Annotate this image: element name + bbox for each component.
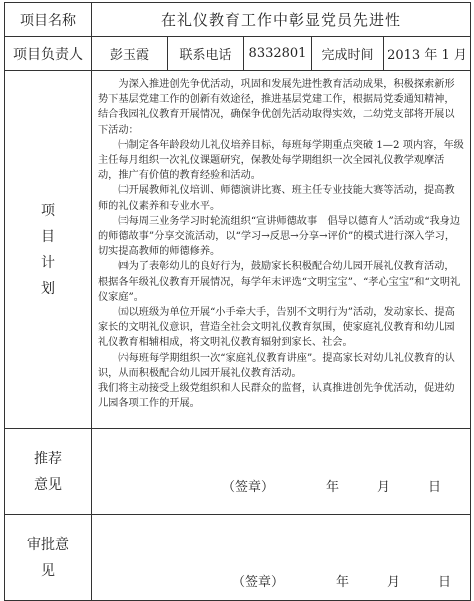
row-project-leader [5,37,471,71]
plan-label [5,71,92,429]
finish-time-label: 完成时间 [312,37,384,71]
leader-label: 项目负责人 [5,37,92,71]
plan-label-char: 目 [41,228,55,245]
approve-sign-area [92,515,471,601]
plan-content [92,71,471,429]
recommend-seal: （签章） [222,480,275,495]
approve-label-line2: 见 [41,562,55,579]
approve-year: 年 [336,575,350,590]
recommend-sign-area [92,429,471,515]
row-approve [5,515,471,601]
recommend-label-line2: 意见 [34,476,62,493]
approve-label [5,515,92,601]
project-name-value: 在礼仪教育工作中彰显党员先进性 [92,3,471,37]
plan-label-char: 计 [41,254,55,271]
phone-value: 8332801 [244,37,312,71]
recommend-label-line1: 推荐 [34,450,62,467]
finish-time-value: 2013 年 1 月 [384,37,471,71]
plan-paragraph-6: ㈥每班每学期组织一次“家庭礼仪教育讲座”。提高家长对幼儿礼仪教育的认识，从而积极配合幼儿园开展礼仪教育活动。 [98,352,455,379]
recommend-year: 年 [326,480,340,495]
recommend-day: 日 [428,480,442,495]
phone-label: 联系电话 [168,37,244,71]
approve-label-line1: 审批意 [27,536,69,553]
recommend-label [5,429,92,515]
plan-label-char: 项 [41,202,55,219]
row-recommend [5,429,471,515]
plan-paragraph-4: ㈣为了表彰幼儿的良好行为，鼓励家长积极配合幼儿园开展礼仪教育活动，根据各年级礼仪教育开展情况，每学年末评选“文明宝宝”、“孝心宝宝”和“文明礼仪家庭”。 [98,261,461,303]
approve-month: 月 [387,575,401,590]
row-project-plan [5,71,471,429]
plan-label-char: 划 [41,280,55,297]
plan-paragraph-3: ㈢每周三业务学习时轮流组织“宣讲师德故事 倡导以德育人”活动或“我身边的师德故事”分享交流活动，以“学习→反思→分享→评价”的模式进行深入学习，切实提高教师的师德修养。 [98,215,461,258]
project-name-label: 项目名称 [5,3,92,37]
approve-seal: （签章） [232,575,285,590]
project-form-table [4,2,471,601]
approve-day: 日 [438,575,452,590]
plan-paragraph-closing: 我们将主动接受上级党组织和人民群众的监督，认真推进创先争优活动，促进幼儿园各项工作的开展。 [98,383,455,410]
plan-paragraph-intro: 为深入推进创先争优活动，巩固和发展先进性教育活动成果，积极探索新形势下基层党建工作的创新有效途径，推进基层党建工作，根据局党委通知精神，结合我园礼仪教育开展情况，确保争优创先活动取得实效，二幼党支部将开展以下活动： [98,79,455,136]
plan-paragraph-1: ㈠制定各年龄段幼儿礼仪培养目标，每班每学期重点突破 1—2 项内容，年级主任每月组织一次礼仪课题研究，保教处每学期组织一次全园礼仪教学观摩活动，推广有价值的教育经验和活动。 [98,139,464,182]
row-project-name [5,3,471,37]
plan-paragraph-2: ㈡开展教师礼仪培训、师德演讲比赛、班主任专业技能大赛等活动，提高教师的礼仪素养和专业水平。 [98,185,455,212]
leader-value: 彭玉霞 [92,37,168,71]
plan-paragraph-5: ㈤以班级为单位开展“小手牵大手，告别不文明行为”活动，发动家长、提高家长的文明礼仪意识，营造全社会文明礼仪教育氛围，使家庭礼仪教育和幼儿园礼仪教育相辅相成，将文明礼仪教育辐射到家长、社会。 [98,307,455,349]
recommend-month: 月 [377,480,391,495]
